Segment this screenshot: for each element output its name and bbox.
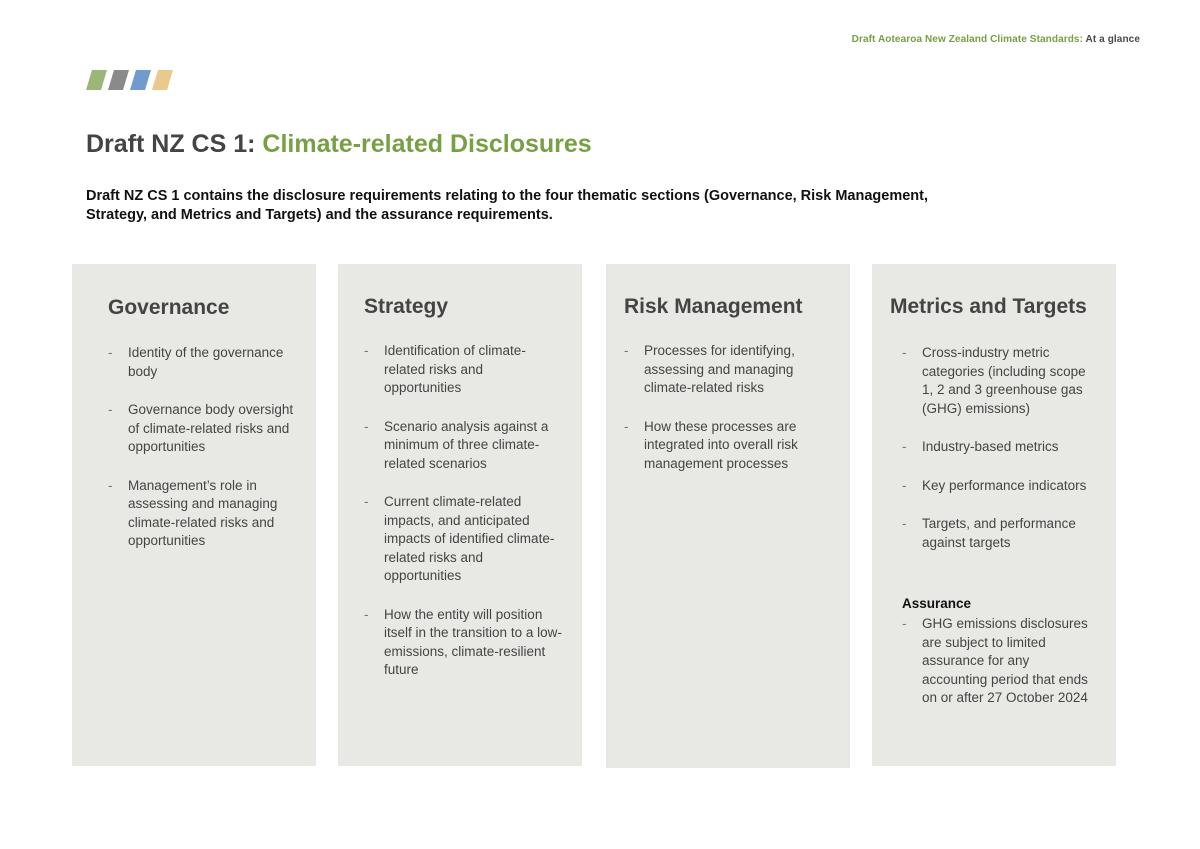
list-item: - Industry-based metrics (902, 438, 1098, 457)
list-item: - How these processes are integrated into overall risk management processes (624, 418, 798, 471)
header-title: Draft Aotearoa New Zealand Climate Standards: (851, 34, 1084, 45)
brand-stripe-blue (130, 70, 151, 90)
bullet-dash: - (902, 477, 907, 493)
bullet-dash: - (108, 345, 113, 360)
list-item: - Identity of the governance body (108, 345, 284, 379)
governance-card (72, 264, 316, 766)
assurance-heading: Assurance (902, 596, 972, 611)
strategy-card (338, 264, 582, 766)
bullet-dash: - (108, 477, 113, 493)
brand-stripe-grey (108, 70, 129, 90)
list-item: - Cross-industry metric categories (including scope 1, 2 and 3 greenhouse gas (GHG) emissions) (902, 345, 1086, 416)
brand-stripes-logo (86, 70, 176, 90)
list-item: - Current climate-related impacts, and anticipated impacts of identified climate-related risks and opportunities (364, 494, 555, 583)
bullet-dash: - (902, 516, 907, 531)
bullet-dash: - (902, 439, 907, 454)
header-subtitle: At a glance (1085, 34, 1140, 45)
bullet-dash: - (364, 418, 369, 434)
list-item: - How the entity will position itself in the transition to a low-emissions, climate-resilient future (364, 606, 562, 677)
bullet-dash: - (902, 616, 907, 631)
risk-management-list (624, 342, 832, 493)
list-item: - Key performance indicators (902, 477, 1098, 496)
list-item: - Governance body oversight of climate-related risks and opportunities (108, 402, 294, 454)
card-heading: Strategy (364, 295, 449, 318)
list-item: - Scenario analysis against a minimum of three climate-related scenarios (364, 418, 549, 471)
card-heading: Risk Management (624, 295, 803, 318)
intro-paragraph: Draft NZ CS 1 contains the disclosure requirements relating to the four thematic sections (Governance, Risk Management, Strategy, and Metrics and Targets) and the assurance requirements. (86, 188, 928, 223)
assurance-list (902, 615, 1098, 728)
bullet-dash: - (624, 343, 629, 358)
bullet-dash: - (364, 606, 369, 622)
bullet-dash: - (364, 343, 369, 358)
bullet-dash: - (364, 494, 369, 509)
metrics-targets-list (902, 344, 1098, 572)
card-heading: Metrics and Targets (890, 295, 1087, 318)
bullet-dash: - (902, 345, 907, 360)
list-item: - Identification of climate-related risks and opportunities (364, 343, 526, 395)
page-title-prefix: Draft NZ CS 1: (86, 130, 263, 158)
metrics-targets-card (872, 264, 1116, 766)
brand-stripe-yellow (152, 70, 173, 90)
strategy-list (364, 342, 564, 700)
list-item: - Processes for identifying, assessing and managing climate-related risks (624, 343, 795, 395)
bullet-dash: - (624, 418, 629, 434)
governance-list (108, 344, 298, 571)
bullet-dash: - (108, 402, 113, 417)
list-item: - Management’s role in assessing and managing climate-related risks and opportunities (108, 477, 278, 548)
list-item: - GHG emissions disclosures are subject to limited assurance for any accounting period that ends on or after 27 October 2024 (902, 616, 1088, 705)
list-item: - Targets, and performance against targets (902, 516, 1076, 550)
page-title-accent: Climate-related Disclosures (262, 130, 592, 158)
risk-management-card (606, 264, 850, 768)
card-heading: Governance (108, 296, 230, 319)
document-header (852, 34, 1140, 45)
page-title (86, 130, 592, 159)
brand-stripe-green (86, 70, 107, 90)
